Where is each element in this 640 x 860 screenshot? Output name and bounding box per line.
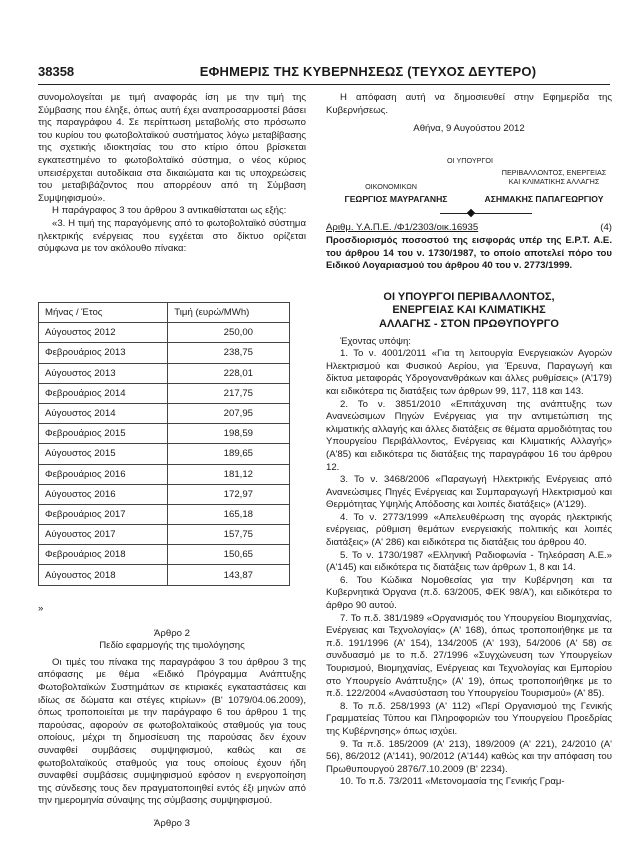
legal-item-5: 5. Το ν. 1730/1987 «Ελληνική Ραδιοφωνία - Τηλεόραση Α.Ε.» (Α'145) και ειδικότερα τις διατάξεις των άρθρων 1, 8 και 14.	[326, 549, 612, 574]
table-row	[39, 424, 290, 444]
ministers-label: ΟΙ ΥΠΟΥΡΓΟΙ	[447, 156, 493, 165]
closing-quote: »	[38, 603, 44, 614]
table-cell-month: Φεβρουάριος 2018	[39, 545, 168, 565]
table-cell-month: Αύγουστος 2015	[39, 444, 168, 464]
decision-ref-line	[326, 222, 612, 235]
legal-item-9: 9. Τα π.δ. 185/2009 (Α' 213), 189/2009 (Α' 221), 24/2010 (Α' 56), 86/2012 (Α'141), 90/2012 (Α'144) καθώς και την απόφαση του Πρωθυπουργού 2876/7.10.2009 (Β' 2234).	[326, 738, 612, 775]
article-3-title: Άρθρο 3	[154, 817, 190, 829]
left-paragraph-1: συνομολογείται με τιμή αναφοράς ίση με την τιμή της Σύμβασης που έληξε, όπως αυτή έχει αναπροσαρμοστεί βάσει της παραγράφου 4. Σε περίπτωση μεταβολής στο πρόσωπο του κυρίου του φωτοβολταϊκού συστήματος λόγω μεταβίβασης της σχετικής ιδιοκτησίας του στο κτίριο όπου βρίσκεται εγκατεστημένο το φωτοβολταϊκό σύστημα, ο νέος κύριος υπεισέρχεται αυτοδίκαια στα δικαιώματα και τις υποχρεώσεις του μεταβιβάζοντος που απορρέουν από τη Σύμβαση Συμψηφισμού».	[38, 92, 306, 204]
table-cell-price: 238,75	[168, 343, 290, 363]
table-cell-price: 207,95	[168, 403, 290, 423]
table-row	[39, 363, 290, 383]
table-cell-month: Αύγουστος 2017	[39, 525, 168, 545]
table-row	[39, 444, 290, 464]
table-row	[39, 383, 290, 403]
table-cell-month: Αύγουστος 2013	[39, 363, 168, 383]
having-regard: Έχοντας υπόψη:	[340, 335, 411, 347]
right-column-top	[326, 92, 612, 136]
legal-item-6: 6. Του Κώδικα Νομοθεσίας για την Κυβέρνηση και τα Κυβερνητικά Όργανα (π.δ. 63/2005, ΦΕΚ 98/Α'), και ειδικότερα το άρθρο 90 αυτού.	[326, 574, 612, 612]
legal-item-8: 8. Το π.δ. 258/1993 (Α' 112) «Περί Οργανισμού της Γενικής Γραμματείας Τύπου και Πληροφοριών του Υπουργείου Προεδρίας της Κυβέρνησης» όπως ισχύει.	[326, 700, 612, 737]
table-cell-month: Φεβρουάριος 2015	[39, 424, 168, 444]
table-cell-price: 198,59	[168, 424, 290, 444]
page-number: 38358	[38, 64, 75, 79]
table-cell-price: 157,75	[168, 525, 290, 545]
table-row	[39, 403, 290, 423]
left-paragraph-2: Η παράγραφος 3 του άρθρου 3 αντικαθίσταται ως εξής:	[52, 205, 287, 217]
legal-item-1: 1. Το ν. 4001/2011 «Για τη λειτουργία Ενεργειακών Αγορών Ηλεκτρισμού και Φυσικού Αερίου, για Έρευνα, Παραγωγή και δίκτυα μεταφοράς Υδρογονανθράκων και άλλες ρυθμίσεις» (Α'179) και ειδικότερα τις διατάξεις των άρθρων 99, 117, 118 και 143.	[326, 348, 612, 397]
left-column-lower	[38, 603, 306, 831]
left-paragraph-3: «3. Η τιμή της παραγόμενης από το φωτοβολταϊκό σύστημα ηλεκτρικής ενέργειας που εγχέεται στο δίκτυο ορίζεται σύμφωνα με τον ακόλουθο πίνακα:	[38, 217, 306, 255]
gazette-title: ΕΦΗΜΕΡΙΣ ΤΗΣ ΚΥΒΕΡΝΗΣΕΩΣ (ΤΕΥΧΟΣ ΔΕΥΤΕΡΟ)	[199, 64, 537, 79]
header-rule	[38, 84, 610, 85]
table-cell-price: 150,65	[168, 545, 290, 565]
legal-item-4: 4. Το ν. 2773/1999 «Απελευθέρωση της αγοράς ηλεκτρικής ενέργειας, ρύθμιση θεμάτων ενεργειακής πολιτικής και λοιπές διατάξεις» (Α' 286) και ειδικότερα τις διατάξεις του άρθρου 40.	[326, 511, 612, 549]
table-cell-month: Φεβρουάριος 2013	[39, 343, 168, 363]
signature-date: Αθήνα, 9 Αυγούστου 2012	[413, 123, 525, 135]
table-cell-month: Φεβρουάριος 2014	[39, 383, 168, 403]
decision-heading: ΟΙ ΥΠΟΥΡΓΟΙ ΠΕΡΙΒΑΛΛΟΝΤΟΣ, ΕΝΕΡΓΕΙΑΣ ΚΑΙ ΚΛΙΜΑΤΙΚΗΣ ΑΛΛΑΓΗΣ - ΣΤΟΝ ΠΡΩΘΥΠΟΥΡΓΟ	[379, 290, 559, 330]
table-cell-price: 143,87	[168, 565, 290, 585]
table-cell-price: 181,12	[168, 464, 290, 484]
table-cell-price: 172,97	[168, 484, 290, 504]
legal-item-7: 7. Το π.δ. 381/1989 «Οργανισμός του Υπουργείου Βιομηχανίας, Ενέργειας και Τεχνολογίας» (Α' 168), όπως τροποποιήθηκε με τα π.δ. 191/1996 (Α' 154), 134/2005 (Α' 193), 54/2006 (Α' 58) σε συνδυασμό με το π.δ. 27/1996 «Συγχώνευση των Υπουργείων Τουρισμού, Βιομηχανίας, Ενέργειας και Τεχνολογίας και Εμπορίου στο Υπουργείο Ανάπτυξης» (Α' 19), όπως τροποποιήθηκε με το π.δ. 122/2004 «Ανασύσταση του Υπουργείου Τουρισμού» (Α' 85).	[326, 612, 612, 700]
article-2-body: Οι τιμές του πίνακα της παραγράφου 3 του άρθρου 3 της απόφασης με θέμα «Ειδικό Πρόγραμμα Ανάπτυξης Φωτοβολταϊκών Συστημάτων σε κτιριακές εγκαταστάσεις και ιδίως σε δώματα και στέγες κτιρίων» (Β' 1079/04.06.2009), όπως τροποποιείται με την παράγραφο 6 του άρθρου 1 της παρούσας, αφορούν σε φωτοβολταϊκούς σταθμούς για τους οποίους, μέχρι τη δημοσίευση της παρούσας δεν έχουν συναφθεί συμβάσεις συμψηφισμού, καθώς και σε φωτοβολταϊκούς σταθμούς για τους οποίους έχουν ήδη συναφθεί συμβάσεις συμψηφισμού εφόσον η ενεργοποίηση της σύνδεσης τους δεν πραγματοποιηθεί εντός έξι μηνών από την ημερομηνία σύναψης της σύμβασης συμψηφισμού.	[38, 656, 306, 807]
legal-item-10: 10. Το π.δ. 73/2011 «Μετονομασία της Γενικής Γραμ-	[340, 776, 565, 788]
price-table	[38, 302, 290, 586]
minister-2-title: ΠΕΡΙΒΑΛΛΟΝΤΟΣ, ΕΝΕΡΓΕΙΑΣ ΚΑΙ ΚΛΙΜΑΤΙΚΗΣ ΑΛΛΑΓΗΣ	[501, 168, 607, 186]
decision-title: Προσδιορισμός ποσοστού της εισφοράς υπέρ της Ε.Ρ.Τ. Α.Ε. του άρθρου 14 του ν. 1730/1987, το οποίο αποτελεί πόρο του Ειδικού Λογαριασμού του άρθρου 40 του ν. 2773/1999.	[326, 235, 612, 272]
table-cell-month: Αύγουστος 2014	[39, 403, 168, 423]
table-cell-month: Φεβρουάριος 2016	[39, 464, 168, 484]
table-header-price: Τιμή (ευρώ/MWh)	[168, 303, 290, 323]
table-row	[39, 343, 290, 363]
table-header-month: Μήνας / Έτος	[39, 303, 168, 323]
minister-2-name: ΑΣΗΜΑΚΗΣ ΠΑΠΑΓΕΩΡΓΙΟΥ	[484, 194, 604, 204]
table-cell-price: 228,01	[168, 363, 290, 383]
table-cell-month: Φεβρουάριος 2017	[39, 504, 168, 524]
table-row	[39, 464, 290, 484]
table-row	[39, 504, 290, 524]
table-cell-price: 217,75	[168, 383, 290, 403]
table-cell-month: Αύγουστος 2016	[39, 484, 168, 504]
minister-1-title: ΟΙΚΟΝΟΜΙΚΩΝ	[365, 182, 417, 191]
page-header	[38, 62, 608, 82]
table-cell-price: 250,00	[168, 323, 290, 343]
legal-item-3: 3. Το ν. 3468/2006 «Παραγωγή Ηλεκτρικής Ενέργειας από Ανανεώσιμες Πηγές Ενέργειας και Συμπαραγωγή Ηλεκτρισμού και Θερμότητας Υψηλής Απόδοσης και λοιπές διατάξεις» (Α'129).	[326, 474, 612, 511]
table-row	[39, 565, 290, 585]
publication-order: Η απόφαση αυτή να δημοσιευθεί στην Εφημερίδα της Κυβερνήσεως.	[326, 92, 612, 116]
minister-1-name: ΓΕΩΡΓΙΟΣ ΜΑΥΡΑΓΑΝΗΣ	[344, 194, 448, 204]
table-row	[39, 545, 290, 565]
table-cell-month: Αύγουστος 2018	[39, 565, 168, 585]
decision-reference: Αριθμ. Υ.Α.Π.Ε. /Φ1/2303/οικ.16935	[326, 222, 479, 233]
table-row	[39, 484, 290, 504]
legal-item-2: 2. Το ν. 3851/2010 «Επιτάχυνση της ανάπτυξης των Ανανεώσιμων Πηγών Ενέργειας για την αντιμετώπιση της κλιματικής αλλαγής και άλλες διατάξεις σε θέματα αρμοδιότητας του Υπουργείου Περιβάλλοντος, Ενέργειας και Κλιματικής Αλλαγής» (Α'85) και ειδικότερα τις διατάξεις της παραγράφου 16 του άρθρου 12.	[326, 398, 612, 473]
table-cell-month: Αύγουστος 2012	[39, 323, 168, 343]
table-row	[39, 323, 290, 343]
table-cell-price: 165,18	[168, 504, 290, 524]
decision-block	[326, 222, 612, 789]
decision-number: (4)	[600, 222, 612, 233]
table-cell-price: 189,65	[168, 444, 290, 464]
article-2-subtitle: Πεδίο εφαρμογής της τιμολόγησης	[99, 640, 245, 652]
table-header-row	[39, 303, 290, 323]
table-row	[39, 525, 290, 545]
article-2-title: Άρθρο 2	[154, 627, 190, 639]
separator-rule-right	[472, 213, 532, 214]
left-column	[38, 92, 306, 256]
